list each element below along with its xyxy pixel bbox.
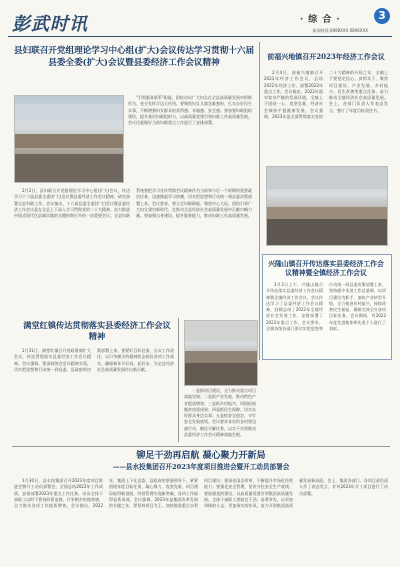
bottom-left-headline: 满堂红镇传达贯彻落实县委经济工作会议精神 bbox=[23, 320, 171, 342]
column-divider-2 bbox=[178, 318, 179, 442]
right-top-article bbox=[264, 52, 388, 61]
feature-headline: 铆足干劲再启航 凝心聚力开新局 bbox=[136, 451, 266, 461]
paper-name: 彭武时讯 bbox=[12, 14, 88, 35]
right-mid-headline: 兴隆山镇召开传达落实县委经济工作会议精神暨全镇经济工作会议 bbox=[268, 260, 384, 278]
right-top-photo bbox=[266, 166, 388, 246]
column-divider bbox=[259, 42, 260, 360]
lead-article bbox=[12, 46, 256, 69]
masthead bbox=[8, 6, 392, 36]
right-top-headline: 前福兴地镇召开2023年经济工作会议 bbox=[267, 52, 385, 61]
lead-body-b: "引领服务联系"职能，团结动员广大妇女在全县高质量发展中积极作为，充分发挥半边天作用。要聚焦妇女儿童急难愁盼，扎实办好民生实事，不断增强妇女群众的获得感、幸福感、安全感。要加强妇联组织建设，提升基层妇联组织力，以高质量党建引领妇联工作高质量发展。会议还就做好当前妇联重点工作进行了安排部署。 bbox=[128, 95, 252, 126]
right-mid-body: 2月3日上午，兴隆山镇召开传达落实县委经济工作会议精神暨全镇经济工作会议。会议传达学习了县委经济工作会议精神，回顾总结了2022年全镇经济社会发展工作，安排部署了2023年重点工作。会议要求，全镇各级各部门要切实把思想和行动统一到县委决策部署上来，坚持稳中求进工作总基调，以项目建设为抓手，加快产业转型升级，全力推进乡村振兴，持续改善民生福祉，确保完成全年各项目标任务。会议期间，对2022年度先进集体和先进个人进行了表彰。 bbox=[266, 282, 386, 332]
right-mid-article bbox=[266, 260, 386, 278]
bottom-left-body: 1月31日，满堂红镇召开党政联席扩大会议，传达贯彻落实县委经济工作会议精神。会议强调，要深刻领会会议精神实质，切实把思想和行动统一到县委、县政府的决策部署上来。要紧盯目标任务，压实工作责任，以只争朝夕的精神状态抓好各项工作落实，确保新年开好局、起好步，为全县经济社会高质量发展作出新贡献。 bbox=[14, 348, 174, 372]
bottom-mid-body: 一是抓项目建设，全力推动重点项目落地见效；二是抓产业发展，推动特色产业提质增效；三是抓乡村振兴，巩固拓展脱贫攻坚成果；四是抓民生保障，切实办好群众身边实事；五是抓安全稳定，守牢安全发展底线。会议要求各站所各村要迅速行动，细化分解任务，以实干实绩推动县委经济工作会议精神落地生根。 bbox=[184, 388, 256, 438]
section-label: · 综 合 · bbox=[300, 15, 341, 25]
page-number-badge: 3 bbox=[374, 8, 390, 24]
masthead-rule bbox=[8, 36, 392, 37]
lead-photo bbox=[14, 95, 124, 183]
masthead-meta: 新闻热线:0898XXX 0896XXX bbox=[312, 28, 368, 33]
right-top-body: 2月4日，前福兴地镇召开2023年经济工作会议，总结2022年经济工作，部署2023年重点工作。会议指出，2022年面对复杂严峻的发展环境，全镇上下团结一心、攻坚克难，经济社会保持平稳健康发展。会议强调，2023年是全面贯彻落实党的二十大精神的开局之年，全镇上下要坚定信心、真抓实干，聚焦项目建设、产业发展、乡村振兴、民生改善等重点任务，奋力推动全镇经济社会高质量发展。会上，各部门负责人作表态发言，签订了年度目标责任书。 bbox=[264, 70, 388, 120]
feature-body: 1月30日，县水投集团召开2023年度项目推进会暨开工动员部署会，全面总结2022年工作成绩，安排部署2023年重点工作任务，动员全体干部职工以时不我待的紧迫感、只争朝夕的使命感，全力推动各项工作提质增效。会议指出，2022年，集团上下在县委、县政府的坚强领导下，紧紧围绕年度目标任务，凝心聚力、攻坚克难，项目建设取得新进展，经营管理实现新突破，各项工作取得显著成效。会议强调，2023年是集团改革发展的关键之年，要坚持项目为王，加快推进重点水利项目建设；要深化国企改革，不断提升市场化经营能力；要强化安全管理，坚决守住安全生产底线；要加强党的建设，以高质量党建引领集团高质量发展。全体干部职工要鼓足干劲、奋勇争先，以更加昂扬的斗志、更加务实的作风，奋力开创集团高质量发展新局面。会上，集团各部门、各项目部负责人作了表态发言，并对2023年开工项目进行了动员部署。 bbox=[14, 478, 388, 509]
lead-body: 2月2日，县妇联召开党组理论学习中心组(扩大)会议，传达学习十六届县委全委(扩大)会议暨县委经济工作会议精神，研究部署全县妇联工作。会议指出，十六届县委全委(扩大)会议暨县委经济工作会议是在全县上下深入学习贯彻党的二十大精神、奋力推进中国式现代化县域实践的关键时期召开的一次重要会议。全县妇联系统要把学习宣传贯彻会议精神作为当前和今后一个时期的重要政治任务，迅速掀起学习热潮，切实把思想和行动统一到县委决策部署上来。会议要求，要立足妇联职能，聚焦中心大局，团结引领广大妇女建功新时代，在推动全县经济社会高质量发展中贡献巾帼力量。要加强自身建设，提升服务能力，推动妇联工作高质量发展。 bbox=[14, 188, 252, 219]
bottom-left-article bbox=[22, 320, 172, 342]
lead-headline: 县妇联召开党组理论学习中心组(扩大)会议传达学习贯彻十六届县委全委(扩大)会议暨县委经济工作会议精神 bbox=[13, 46, 255, 68]
section-divider bbox=[12, 446, 390, 447]
bottom-mid-photo bbox=[184, 320, 258, 386]
feature-subhead: ——县水投集团召开2023年度项目推进会暨开工动员部署会 bbox=[112, 463, 290, 472]
feature-article bbox=[12, 450, 390, 472]
